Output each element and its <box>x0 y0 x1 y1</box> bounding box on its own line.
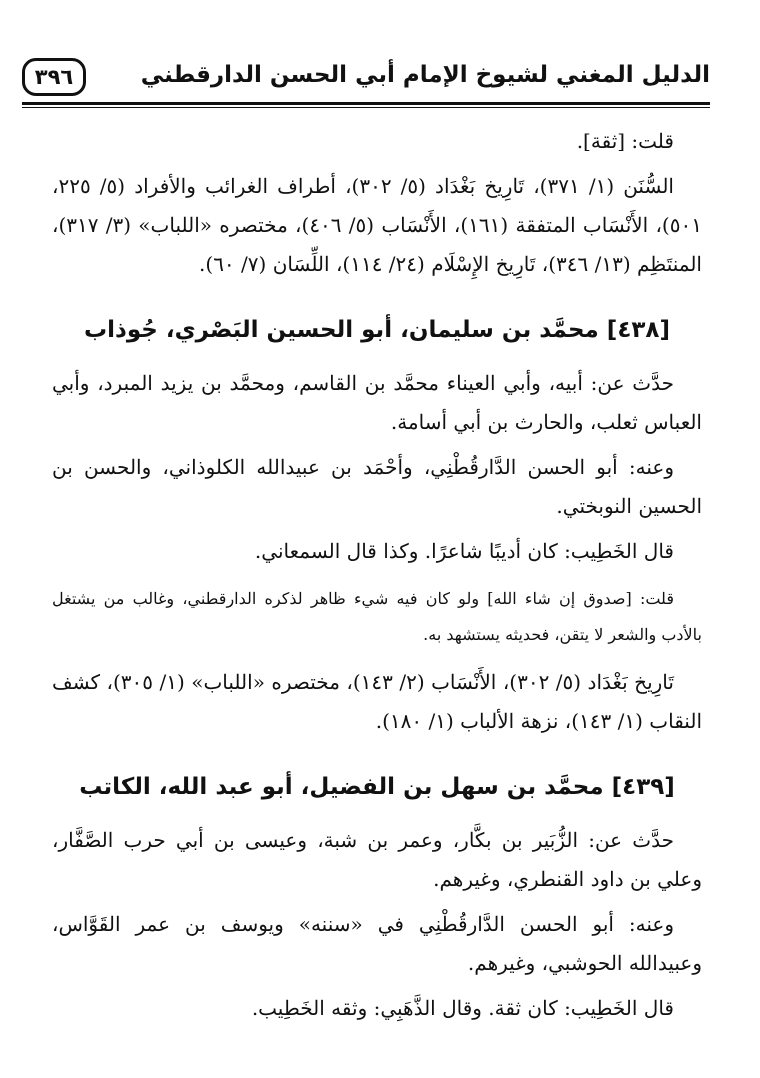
entry-students: وعنه: أبو الحسن الدَّارقُطْنِي، وأحْمَد بن عبيدالله الكلوذاني، والحسن بن الحسين النوبختي. <box>52 455 702 518</box>
entry-students: وعنه: أبو الحسن الدَّارقُطْنِي في «سننه» ويوسف بن عمر القَوَّاس، وعبيدالله الحوشبي، وغيرهم. <box>52 912 702 975</box>
entry-teachers: حدَّث عن: أبيه، وأبي العيناء محمَّد بن القاسم، ومحمَّد بن يزيد المبرد، وأبي العباس ثعلب، والحارث بن أبي أسامة. <box>52 371 702 434</box>
entry-heading-439 <box>52 769 702 805</box>
header-rule-thin <box>22 107 710 108</box>
entry-verdict: قلت: [صدوق إن شاء الله] ولو كان فيه شيء ظاهر لذكره الدارقطني، وغالب من يشتغل بالأدب والشعر لا يتقن، فحديثه يستشهد به. <box>52 589 702 644</box>
entry-opinion: قال الخَطِيب: كان ثقة. وقال الذَّهَبِي: وثقه الخَطِيب. <box>251 996 674 1020</box>
page-body <box>52 122 702 1028</box>
entry-sources: تَارِيخ بَغْدَاد (٥/ ٣٠٢)، الأَنْسَاب (٢/ ١٤٣)، مختصره «اللباب» (١/ ٣٠٥)، كشف النقاب (١/ ١٤٣)، نزهة الألباب (١/ ١٨٠). <box>52 670 702 733</box>
page-number: ٣٩٦ <box>22 58 86 96</box>
entry-opinion: قال الخَطِيب: كان أديبًا شاعرًا. وكذا قال السمعاني. <box>254 539 674 563</box>
running-title: الدليل المغني لشيوخ الإمام أبي الحسن الدارقطني <box>140 62 710 88</box>
entry-heading-438 <box>52 312 702 348</box>
entry-name: محمَّد بن سليمان، أبو الحسين البَصْري، جُوذاب <box>84 317 599 343</box>
intro-verdict: قلت: [ثقة]. <box>576 129 674 153</box>
entry-number: [٤٣٩] <box>611 774 675 800</box>
entry-teachers: حدَّث عن: الزُّبَير بن بكَّار، وعمر بن شبة، وعيسى بن أبي حرب الصَّفَّار، وعلي بن داود القنطري، وغيرهم. <box>52 828 702 891</box>
entry-number: [٤٣٨] <box>606 317 670 343</box>
page-header <box>22 58 710 106</box>
header-rule <box>22 102 710 105</box>
intro-sources: السُّنَن (١/ ٣٧١)، تَارِيخ بَغْدَاد (٥/ ٣٠٢)، أطراف الغرائب والأفراد (٥/ ٢٢٥، ٥٠١)، الأَنْسَاب المتفقة (١٦١)، الأَنْسَاب (٥/ ٤٠٦)، مختصره «اللباب» (٣/ ٣١٧)، المنتَظِم (١٣/ ٣٤٦)، تَارِيخ الإِسْلَام (٢٤/ ١١٤)، اللِّسَان (٧/ ٦٠). <box>52 174 702 276</box>
entry-name: محمَّد بن سهل بن الفضيل، أبو عبد الله، الكاتب <box>79 774 604 800</box>
